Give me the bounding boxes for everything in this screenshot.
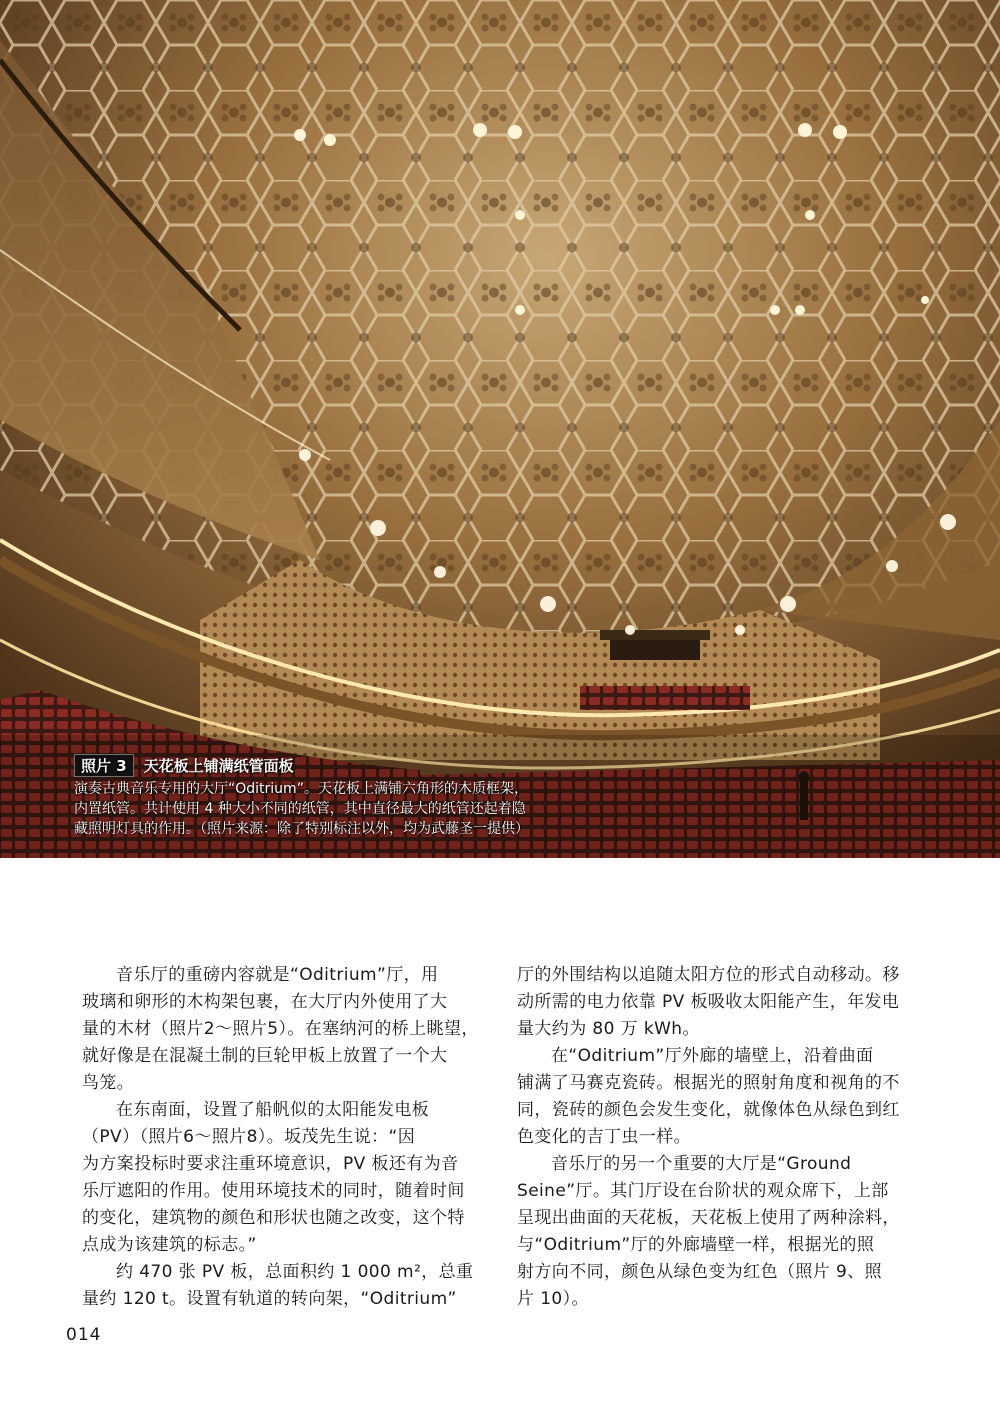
text-line: 鸟笼。	[82, 1073, 135, 1093]
text-line: 音乐厅的重磅内容就是“Oditrium”厅，用	[116, 965, 439, 985]
page-number: 014	[66, 1325, 102, 1345]
text-line: 片 10）。	[517, 1289, 589, 1309]
caption-title: 天花板上铺满纸管面板	[143, 756, 294, 775]
paragraph	[82, 1097, 482, 1259]
text-line: 在“Oditrium”厅外廊的墙壁上，沿着曲面	[551, 1046, 874, 1066]
text-line: 约 470 张 PV 板，总面积约 1 000 m²，总重	[116, 1262, 474, 1282]
caption-title-row	[74, 754, 594, 776]
text-line: 铺满了马赛克瓷砖。根据光的照射角度和视角的不	[517, 1073, 900, 1093]
paragraph	[517, 1151, 922, 1313]
caption-number: 照片 3	[74, 754, 134, 777]
text-line: 点成为该建筑的标志。”	[82, 1235, 257, 1255]
text-line: 动所需的电力依靠 PV 板吸收太阳能产生，年发电	[517, 992, 900, 1012]
text-line: 的变化，建筑物的颜色和形状也随之改变，这个特	[82, 1208, 465, 1228]
text-line: （PV）（照片6～照片8）。坂茂先生说：“因	[82, 1127, 416, 1147]
text-line: 射方向不同，颜色从绿色变为红色（照片 9、照	[517, 1262, 883, 1282]
text-line: 为方案投标时要求注重环境意识，PV 板还有为音	[82, 1154, 459, 1174]
paragraph	[82, 962, 482, 1097]
text-column-right	[517, 962, 922, 1313]
text-line: 量的木材（照片2～照片5）。在塞纳河的桥上眺望，	[82, 1019, 479, 1039]
text-line: 与“Oditrium”厅的外廊墙壁一样，根据光的照	[517, 1235, 875, 1255]
text-column-left	[82, 962, 482, 1313]
text-line: 呈现出曲面的天花板，天花板上使用了两种涂料，	[517, 1208, 900, 1228]
text-line: 厅的外围结构以追随太阳方位的形式自动移动。移	[517, 965, 900, 985]
text-line: 乐厅遮阳的作用。使用环境技术的同时，随着时间	[82, 1181, 465, 1201]
text-line: 玻璃和卵形的木构架包裹，在大厅内外使用了大	[82, 992, 448, 1012]
text-line: 量大约为 80 万 kWh。	[517, 1019, 700, 1039]
photo-caption	[74, 754, 594, 839]
caption-line: 内置纸管。共计使用 4 种大小不同的纸管，其中直径最大的纸管还起着隐	[74, 801, 526, 817]
caption-text	[74, 779, 594, 839]
text-line: 音乐厅的另一个重要的大厅是“Ground	[551, 1154, 852, 1174]
paragraph	[517, 962, 922, 1043]
text-line: 就好像是在混凝土制的巨轮甲板上放置了一个大	[82, 1046, 448, 1066]
text-line: 量约 120 t。设置有轨道的转向架，“Oditrium”	[82, 1289, 457, 1309]
text-line: 色变化的吉丁虫一样。	[517, 1127, 691, 1147]
text-line: Seine”厅。其门厅设在台阶状的观众席下，上部	[517, 1181, 889, 1201]
caption-line: 藏照明灯具的作用。（照片来源：除了特别标注以外，均为武藤圣一提供）	[74, 821, 529, 837]
paragraph	[82, 1259, 482, 1313]
caption-line: 演奏古典音乐专用的大厅“Oditrium”。天花板上满铺六角形的木质框架，	[74, 781, 528, 797]
text-line: 同，瓷砖的颜色会发生变化，就像体色从绿色到红	[517, 1100, 900, 1120]
text-line: 在东南面，设置了船帆似的太阳能发电板	[116, 1100, 430, 1120]
paragraph	[517, 1043, 922, 1151]
